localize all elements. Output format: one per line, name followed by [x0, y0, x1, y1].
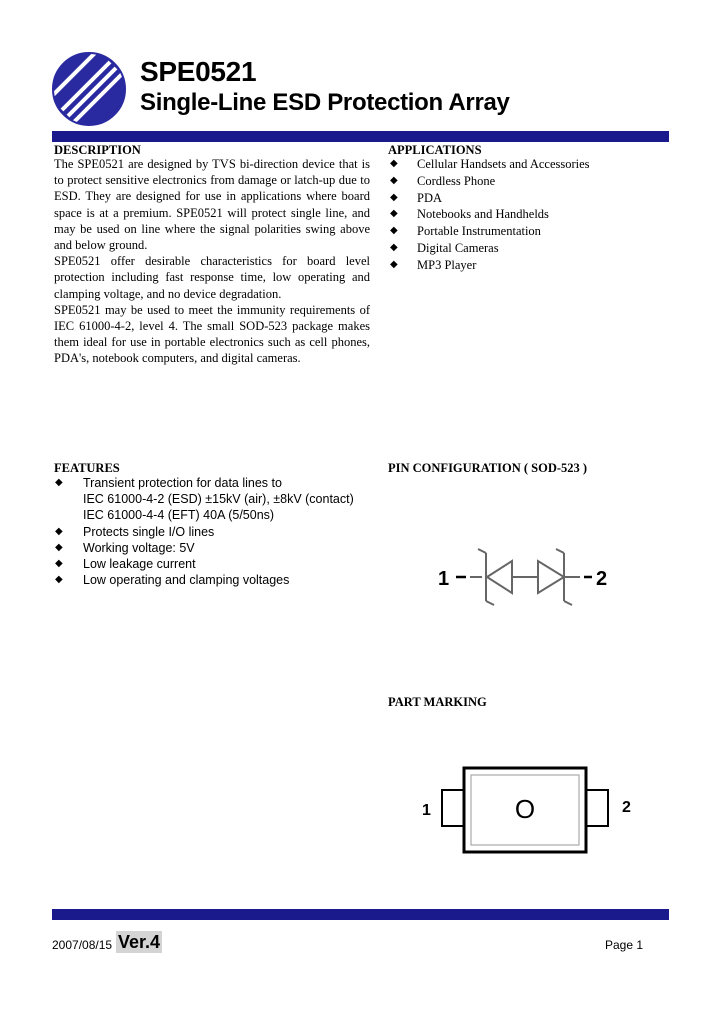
page-number: Page 1: [605, 938, 644, 952]
list-item: ◆ MP3 Player: [390, 257, 477, 272]
list-item: ◆ Portable Instrumentation: [390, 224, 541, 239]
description-paragraph: SPE0521 may be used to meet the immunity requirements of IEC 61000-4-2, level 4. The small SOD-523 package makes them ideal for use in portable electronics such as cell phones, PDA's, notebook computers, and digital cameras.: [54, 302, 370, 366]
sod-523-package-drawing: [410, 760, 650, 860]
diamond-bullet-icon: ◆: [55, 558, 63, 570]
revision-date: 2007/08/15: [52, 938, 113, 952]
pin-1-label: 1: [438, 568, 450, 590]
version-badge: Ver.4: [118, 932, 161, 952]
diamond-bullet-icon: ◆: [390, 241, 398, 253]
pin-2-label: 2: [596, 568, 608, 590]
diamond-bullet-icon: ◆: [390, 191, 398, 203]
list-item: ◆ Working voltage: 5V: [55, 540, 195, 555]
diamond-bullet-icon: ◆: [55, 541, 63, 553]
features-heading: FEATURES: [54, 461, 120, 475]
part-number-title: SPE0521: [140, 56, 257, 87]
list-item: ◆ Protects single I/O lines: [55, 524, 215, 539]
list-item: ◆ Notebooks and Handhelds: [390, 207, 549, 222]
part-marking-heading: PART MARKING: [388, 695, 487, 709]
diamond-bullet-icon: ◆: [390, 158, 398, 169]
description-paragraph: SPE0521 offer desirable characteristics for board level protection including fast response time, low operating and clamping voltage, and no device degradation.: [54, 254, 370, 301]
description-body: [54, 156, 370, 367]
list-item: ◆ Low operating and clamping voltages: [55, 573, 290, 588]
bidirectional-tvs-diode-symbol: [430, 545, 620, 609]
diamond-bullet-icon: ◆: [55, 574, 63, 586]
list-item: ◆ Cordless Phone: [390, 173, 496, 188]
diamond-bullet-icon: ◆: [390, 174, 398, 186]
list-item: ◆ Cellular Handsets and Accessories: [390, 157, 590, 171]
diamond-bullet-icon: ◆: [390, 225, 398, 237]
footer-divider-bar: [52, 909, 669, 920]
diamond-bullet-icon: ◆: [390, 258, 398, 270]
list-item: ◆ PDA: [390, 190, 443, 205]
company-logo: [52, 52, 126, 126]
features-list: [54, 475, 354, 588]
diamond-bullet-icon: ◆: [390, 208, 398, 220]
diamond-bullet-icon: ◆: [55, 477, 63, 488]
description-heading: DESCRIPTION: [54, 143, 141, 157]
marking-code: O: [514, 794, 536, 824]
list-item: ◆ Low leakage current: [55, 557, 196, 572]
header-divider-bar: [52, 131, 669, 142]
document-subtitle: Single-Line ESD Protection Array: [140, 89, 510, 116]
list-item: ◆ Digital Cameras: [390, 240, 499, 255]
applications-list: [388, 156, 590, 274]
description-paragraph: The SPE0521 are designed by TVS bi-direction device that is to protect sensitive electronics from damage or latch-up due to ESD. They are designed for use in applications where board space is at a premium. SPE0521 will protect single line, and may be used on line where the signal polarities swing above and below ground.: [54, 157, 370, 253]
pin-configuration-heading: PIN CONFIGURATION ( SOD-523 ): [388, 461, 588, 475]
marking-pin-1-label: 1: [422, 802, 431, 819]
applications-heading: APPLICATIONS: [388, 143, 482, 157]
marking-pin-2-label: 2: [622, 799, 631, 816]
diamond-bullet-icon: ◆: [55, 525, 63, 537]
list-item: ◆ Transient protection for data lines to IEC 61000-4-2 (ESD) ±15kV (air), ±8kV (contact) IEC 61000-4-4 (EFT) 40A (5/50ns): [55, 476, 354, 523]
